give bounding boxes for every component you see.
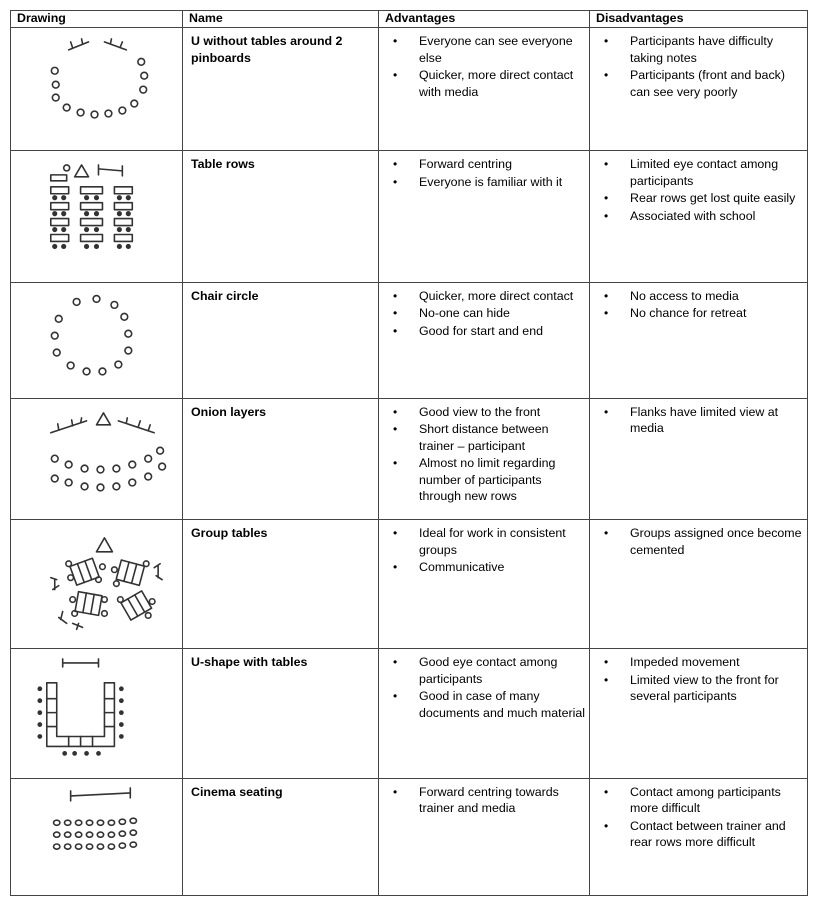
list-item: • Contact between trainer and rear rows more difficult xyxy=(630,818,803,851)
row-name: U-shape with tables xyxy=(183,649,379,778)
disadvantages-cell xyxy=(590,778,808,895)
chair-dots xyxy=(53,196,131,249)
chair-arcs xyxy=(51,447,165,491)
advantages-cell xyxy=(379,778,590,895)
trainer-icon xyxy=(97,538,113,552)
list-item: • No-one can hide xyxy=(419,305,585,322)
group-tables-sketch xyxy=(11,520,182,648)
seating-arrangements-table xyxy=(10,10,808,896)
list-item: • Limited view to the front for several participants xyxy=(630,672,803,705)
chair-circles xyxy=(51,295,131,374)
drawing-cinema-seating xyxy=(11,778,183,895)
list-item: • Limited eye contact among participants xyxy=(630,156,803,189)
drawing-u-without-tables xyxy=(11,28,183,151)
table-row xyxy=(11,520,808,649)
header-row xyxy=(11,11,808,28)
list-item: • Forward centring towards trainer and media xyxy=(419,784,585,817)
list-item: • Good view to the front xyxy=(419,404,585,421)
table-row xyxy=(11,151,808,282)
trainer-icon xyxy=(51,413,154,433)
list-item: • Forward centring xyxy=(419,156,585,173)
drawing-chair-circle xyxy=(11,282,183,398)
pinboard-icon xyxy=(69,39,127,50)
row-name: U without tables around 2 pinboards xyxy=(183,28,379,151)
u-without-tables-sketch xyxy=(11,28,182,150)
list-item: • Contact among participants more difficult xyxy=(630,784,803,817)
drawing-u-shape-with-tables xyxy=(11,649,183,778)
list-item: • Almost no limit regarding number of participants through new rows xyxy=(419,455,585,505)
drawing-group-tables xyxy=(11,520,183,649)
screen-icon xyxy=(71,788,131,801)
advantages-cell xyxy=(379,282,590,398)
seat-rows xyxy=(54,818,137,849)
header-name: Name xyxy=(183,11,379,28)
table-rows-sketch xyxy=(11,151,182,281)
list-item: • Everyone can see everyone else xyxy=(419,33,585,66)
advantages-cell xyxy=(379,28,590,151)
list-item: • Participants (front and back) can see very poorly xyxy=(630,67,803,100)
list-item: • Quicker, more direct contact xyxy=(419,288,585,305)
chair-circles xyxy=(51,58,147,117)
list-item: • Associated with school xyxy=(630,208,803,225)
list-item: • Everyone is familiar with it xyxy=(419,174,585,191)
list-item: • Good in case of many documents and much material xyxy=(419,688,585,721)
row-name: Group tables xyxy=(183,520,379,649)
advantages-cell xyxy=(379,520,590,649)
trainer-icon xyxy=(51,165,123,181)
list-item: • Good eye contact among participants xyxy=(419,654,585,687)
list-item: • Flanks have limited view at media xyxy=(630,404,803,437)
header-disadvantages: Disadvantages xyxy=(590,11,808,28)
advantages-cell xyxy=(379,398,590,519)
list-item: • Ideal for work in consistent groups xyxy=(419,525,585,558)
disadvantages-cell xyxy=(590,282,808,398)
disadvantages-cell xyxy=(590,151,808,282)
u-shape-tables-sketch xyxy=(11,649,182,777)
list-item: • No access to media xyxy=(630,288,803,305)
seating-table-container xyxy=(10,10,808,896)
pinboard-icon xyxy=(63,659,99,667)
table-row xyxy=(11,778,808,895)
table-row xyxy=(11,398,808,519)
disadvantages-cell xyxy=(590,28,808,151)
table-row xyxy=(11,28,808,151)
list-item: • Quicker, more direct contact with media xyxy=(419,67,585,100)
list-item: • Rear rows get lost quite easily xyxy=(630,190,803,207)
list-item: • No chance for retreat xyxy=(630,305,803,322)
group-table-clusters xyxy=(51,558,162,629)
row-name: Cinema seating xyxy=(183,778,379,895)
list-item: • Groups assigned once become cemented xyxy=(630,525,803,558)
row-name: Table rows xyxy=(183,151,379,282)
drawing-table-rows xyxy=(11,151,183,282)
advantages-cell xyxy=(379,151,590,282)
cinema-seating-sketch xyxy=(11,779,182,895)
list-item: • Good for start and end xyxy=(419,323,585,340)
list-item: • Short distance between trainer – participant xyxy=(419,421,585,454)
list-item: • Participants have difficulty taking notes xyxy=(630,33,803,66)
list-item: • Impeded movement xyxy=(630,654,803,671)
onion-layers-sketch xyxy=(11,399,182,519)
header-drawing: Drawing xyxy=(11,11,183,28)
disadvantages-cell xyxy=(590,398,808,519)
u-table-layout xyxy=(38,683,123,755)
chair-circle-sketch xyxy=(11,283,182,398)
drawing-onion-layers xyxy=(11,398,183,519)
row-name: Chair circle xyxy=(183,282,379,398)
header-advantages: Advantages xyxy=(379,11,590,28)
disadvantages-cell xyxy=(590,520,808,649)
disadvantages-cell xyxy=(590,649,808,778)
table-row xyxy=(11,282,808,398)
list-item: • Communicative xyxy=(419,559,585,576)
advantages-cell xyxy=(379,649,590,778)
row-name: Onion layers xyxy=(183,398,379,519)
table-row xyxy=(11,649,808,778)
